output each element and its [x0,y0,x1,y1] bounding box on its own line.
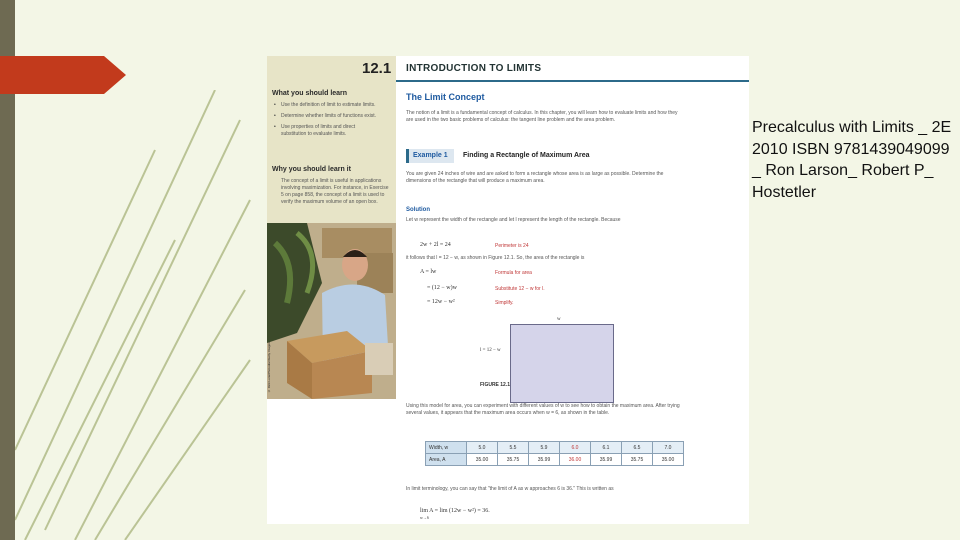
width-area-table [425,441,684,466]
solution-text: Let w represent the width of the rectangle and let l represent the length of the rectangle. Because [406,217,621,223]
table-cell: 5.0 [467,442,498,454]
equation-simplify: = 12w − w² [427,299,455,305]
table-cell: 35.75 [622,454,653,466]
slide-caption: Precalculus with Limits _ 2E 2010 ISBN 9781439049099 _ Ron Larson_ Robert P_ Hostetler [752,119,952,201]
table-row [426,454,684,466]
table-cell: 5.9 [529,442,560,454]
textbook-page-image [267,56,749,524]
example-label: Example 1 [406,149,454,163]
table-cell: 35.00 [467,454,498,466]
limit-subscript: w→6 [420,515,429,520]
learn-item: • Use the definition of limit to estimate limits. [281,102,381,109]
equation-area: A = lw [420,269,437,275]
equation-note: Perimeter is 24 [495,243,529,249]
learn-heading: What you should learn [272,90,348,97]
figure-rectangle [510,324,614,403]
photo-credit: © Dick Luria/Photodisc/Getty Images [267,342,271,393]
table-cell: Width, w [426,442,467,454]
table-cell: 6.1 [591,442,622,454]
table-cell: Area, A [426,454,467,466]
learn-list [281,102,381,142]
limit-text: In limit terminology, you can say that "the limit of A as w approaches 6 is 36." This is written as [406,486,614,492]
table-cell: 35.00 [653,454,684,466]
limit-concept-heading: The Limit Concept [406,92,485,102]
learn-item: • Use properties of limits and direct substitution to evaluate limits. [281,124,381,138]
table-cell: 6.5 [622,442,653,454]
table-cell: 7.0 [653,442,684,454]
figure-caption: FIGURE 12.1 [480,382,511,388]
limit-equation: lim A = lim (12w − w²) = 36. [420,508,490,514]
table-cell: 5.5 [498,442,529,454]
example-title: Finding a Rectangle of Maximum Area [463,152,590,159]
equation-perimeter: 2w + 2l = 24 [420,242,451,248]
follow-text: it follows that l = 12 − w, as shown in Figure 12.1. So, the area of the rectangle is [406,255,585,261]
table-row [426,442,684,454]
section-number: 12.1 [362,60,392,77]
model-text: Using this model for area, you can experiment with different values of w to see how to obtain the maximum area. After trying several values, it appears that the maximum area occurs when w = 6, as shown in the table. [406,403,680,416]
equation-note: Formula for area [495,270,532,276]
red-arrow-tab [0,56,126,94]
limit-concept-text: The notion of a limit is a fundamental concept of calculus. In this chapter, you will learn how to evaluate limits and how they are used in the two basic problems of calculus: the tangent line problem and the area problem. [406,110,678,123]
section-title: INTRODUCTION TO LIMITS [406,63,542,74]
why-text: The concept of a limit is useful in applications involving maximization. For instance, in Exercise 5 on page 858, the concept of a limit is used to verify the maximum volume of an open box. [281,178,389,205]
equation-note: Simplify. [495,300,514,306]
table-cell: 35.99 [529,454,560,466]
why-heading: Why you should learn it [272,166,351,173]
photo-man-with-box [267,223,396,399]
table-cell: 35.99 [591,454,622,466]
table-cell: 36.00 [560,454,591,466]
figure-width-label: w [557,317,561,322]
solution-heading: Solution [406,207,430,213]
equation-substitute: = (12 − w)w [427,285,457,291]
decorative-stems [15,90,255,540]
table-cell: 6.0 [560,442,591,454]
figure-length-label: l = 12 − w [480,348,501,353]
learn-item: • Determine whether limits of functions exist. [281,113,381,120]
example-text: You are given 24 inches of wire and are asked to form a rectangle whose area is as large as possible. Determine the dimensions of the rectangle that will produce a maximum area. [406,171,664,184]
equation-note: Substitute 12 − w for l. [495,286,545,292]
table-cell: 35.75 [498,454,529,466]
